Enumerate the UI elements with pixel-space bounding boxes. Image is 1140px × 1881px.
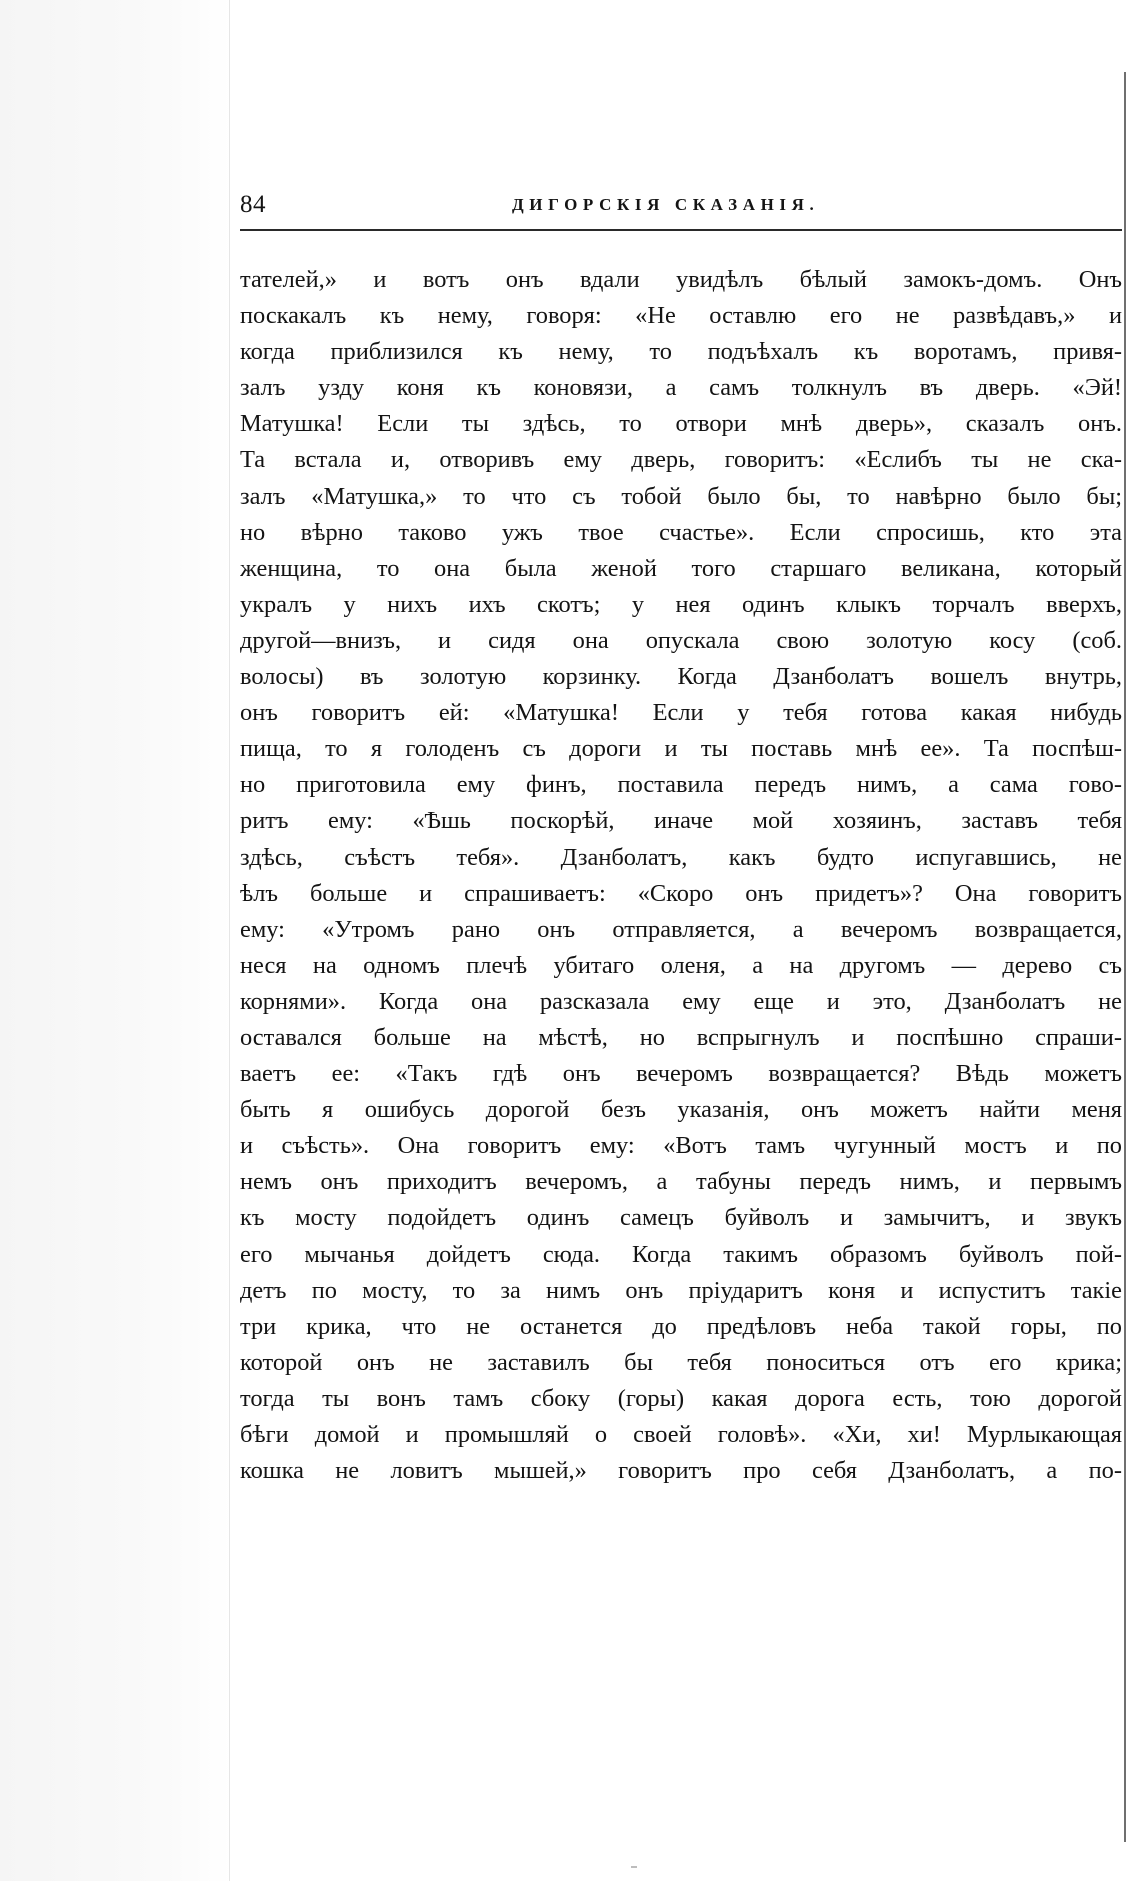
text-line: волосы) въ золотую корзинку. Когда Дзанболатъ вошелъ внутрь, (240, 663, 1122, 691)
text-line: но вѣрно таково ужъ твое счастье». Если спросишь, кто эта (240, 518, 1122, 546)
text-line: Та встала и, отворивъ ему дверь, говоритъ: «Еслибъ ты не ска- (240, 446, 1122, 474)
scan-speck (631, 1866, 637, 1868)
text-line: здѣсь, съѣстъ тебя». Дзанболатъ, какъ будто испугавшись, не (240, 843, 1122, 871)
text-line: три крика, что не останется до предѣловъ неба такой горы, по (240, 1312, 1122, 1340)
page-gutter-shadow (0, 0, 232, 1881)
page-edge-line (1124, 72, 1126, 1842)
text-line: ему: «Утромъ рано онъ отправляется, а вечеромъ возвращается, (240, 915, 1122, 943)
text-line: бѣги домой и промышляй о своей головѣ». «Хи, хи! Мурлыкающая (240, 1421, 1122, 1448)
text-line: тателей,» и вотъ онъ вдали увидѣлъ бѣлый замокъ-домъ. Онъ (240, 266, 1122, 293)
text-line: быть я ошибусь дорогой безъ указанія, онъ можетъ найти меня (240, 1096, 1122, 1124)
text-line: пища, то я голоденъ съ дороги и ты поставь мнѣ ее». Та поспѣш- (240, 735, 1122, 763)
text-line: женщина, то она была женой того старшаго великана, который (240, 554, 1122, 582)
text-line: Матушка! Если ты здѣсь, то отвори мнѣ дверь», сказалъ онъ. (240, 410, 1122, 438)
text-line: когда приблизился къ нему, то подъѣхалъ къ воротамъ, привя- (240, 338, 1122, 366)
page-gutter-line (229, 0, 230, 1881)
text-line: залъ «Матушка,» то что съ тобой было бы, то навѣрно было бы; (240, 482, 1122, 510)
text-line: ваетъ ее: «Такъ гдѣ онъ вечеромъ возвращается? Вѣдь можетъ (240, 1060, 1122, 1088)
running-title: ДИГОРСКІЯ СКАЗАНІЯ. (512, 195, 820, 214)
text-line: поскакалъ къ нему, говоря: «Не оставлю его не развѣдавъ,» и (240, 302, 1122, 330)
text-line: тогда ты вонъ тамъ сбоку (горы) какая дорога есть, тою дорогой (240, 1384, 1122, 1412)
text-line: детъ по мосту, то за нимъ онъ пріударитъ коня и испуститъ такіе (240, 1276, 1122, 1304)
body-text (240, 262, 1122, 1489)
text-line: ѣлъ больше и спрашиваетъ: «Скоро онъ придетъ»? Она говоритъ (240, 879, 1122, 907)
text-line: кошка не ловитъ мышей,» говоритъ про себя Дзанболатъ, а по- (240, 1457, 1122, 1485)
text-line: къ мосту подойдетъ одинъ самецъ буйволъ и замычитъ, и звукъ (240, 1204, 1122, 1232)
text-line: ритъ ему: «Ѣшь поскорѣй, иначе мой хозяинъ, заставъ тебя (240, 807, 1122, 835)
text-line: залъ узду коня къ коновязи, а самъ толкнулъ въ дверь. «Эй! (240, 374, 1122, 402)
text-line: укралъ у нихъ ихъ скотъ; у нея одинъ клыкъ торчалъ вверхъ, (240, 590, 1122, 618)
text-line: оставался больше на мѣстѣ, но вспрыгнулъ и поспѣшно спраши- (240, 1023, 1122, 1051)
running-header (240, 189, 1122, 221)
text-line: онъ говоритъ ей: «Матушка! Если у тебя готова какая нибудь (240, 699, 1122, 727)
text-line: корнями». Когда она разсказала ему еще и это, Дзанболатъ не (240, 987, 1122, 1015)
header-rule (240, 229, 1122, 231)
text-line: неся на одномъ плечѣ убитаго оленя, а на другомъ — дерево съ (240, 951, 1122, 979)
text-line: его мычанья дойдетъ сюда. Когда такимъ образомъ буйволъ пой- (240, 1240, 1122, 1268)
text-line: но приготовила ему финъ, поставила передъ нимъ, а сама гово- (240, 771, 1122, 799)
text-line: другой—внизъ, и сидя она опускала свою золотую косу (соб. (240, 626, 1122, 654)
text-line: и съѣсть». Она говоритъ ему: «Вотъ тамъ чугунный мостъ и по (240, 1132, 1122, 1160)
text-line: которой онъ не заставилъ бы тебя поноситься отъ его крика; (240, 1348, 1122, 1376)
page-number: 84 (240, 191, 266, 218)
text-line: немъ онъ приходитъ вечеромъ, а табуны передъ нимъ, и первымъ (240, 1168, 1122, 1196)
